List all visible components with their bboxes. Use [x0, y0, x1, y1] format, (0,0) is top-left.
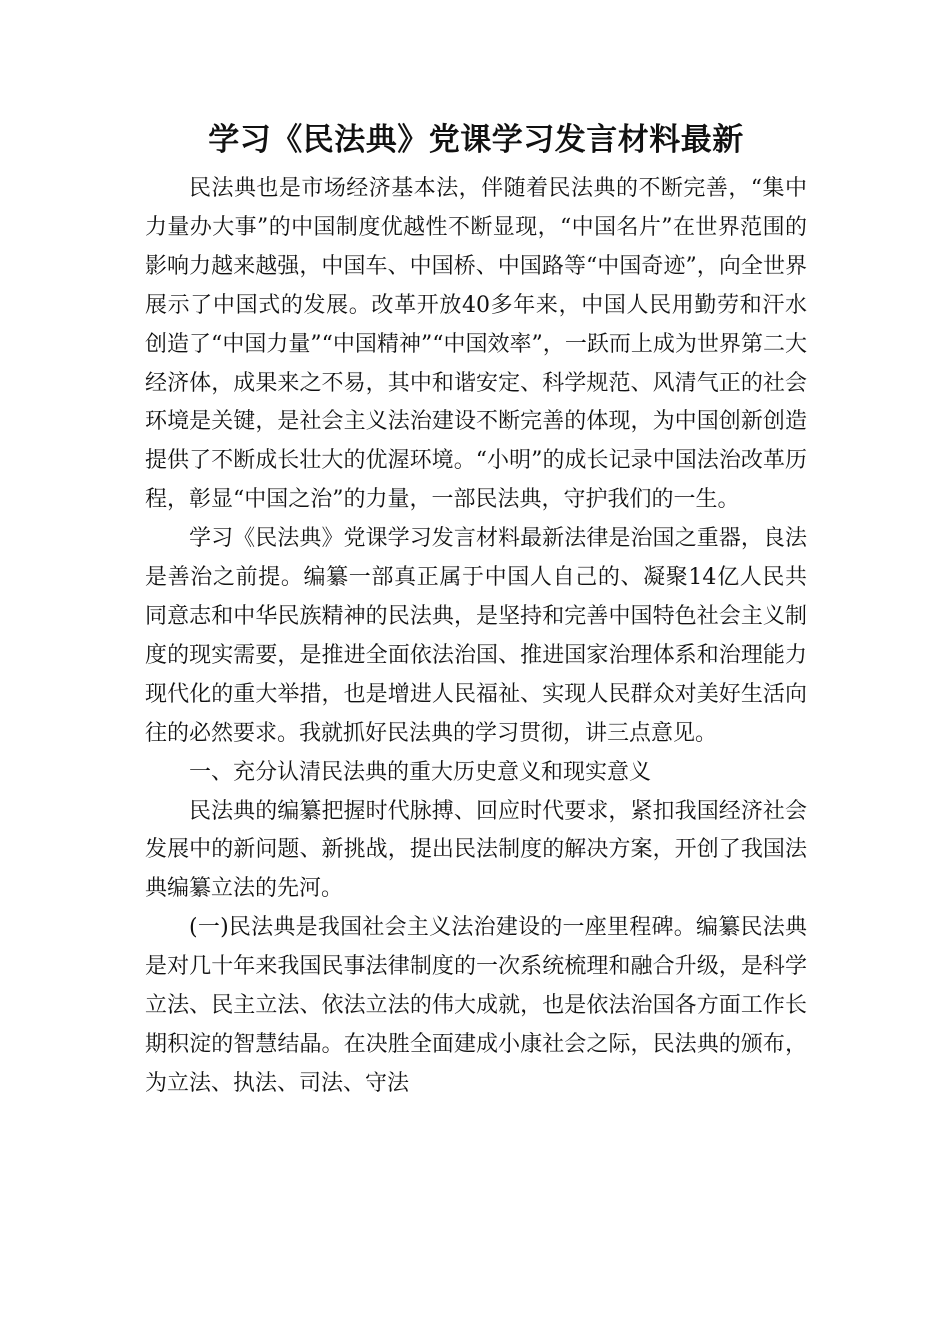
document-page: [145, 116, 807, 1316]
document-title: 学习《民法典》党课学习发言材料最新: [208, 122, 744, 158]
section-heading-one: 一、充分认清民法典的重大历史意义和现实意义: [189, 759, 652, 785]
paragraph-law-governance: 学习《民法典》党课学习发言材料最新法律是治国之重器，良法是善治之前提。编纂一部真正属于中国人自己的、凝聚14亿人民共同意志和中华民族精神的民法典，是坚持和完善中国特色社会主义制度的现实需要，是推进全面依法治国、推进国家治理体系和治理能力现代化的重大举措，也是增进人民福祉、实现人民群众对美好生活向往的必然要求。我就抓好民法典的学习贯彻，讲三点意见。: [145, 526, 807, 746]
paragraph-milestone: (一)民法典是我国社会主义法治建设的一座里程碑。编纂民法典是对几十年来我国民事法律制度的一次系统梳理和融合升级，是科学立法、民主立法、依法立法的伟大成就，也是依法治国各方面工作长期积淀的智慧结晶。在决胜全面建成小康社会之际，民法典的颁布，为立法、执法、司法、守法: [145, 915, 807, 1096]
paragraph-civil-code-market-economy: 民法典也是市场经济基本法，伴随着民法典的不断完善，“集中力量办大事”的中国制度优越性不断显现，“中国名片”在世界范围的影响力越来越强，中国车、中国桥、中国路等“中国奇迹”，向全世界展示了中国式的发展。改革开放40多年来，中国人民用勤劳和汗水创造了“中国力量”“中国精神”“中国效率”，一跃而上成为世界第二大经济体，成果来之不易，其中和谐安定、科学规范、风清气正的社会环境是关键，是社会主义法治建设不断完善的体现，为中国创新创造提供了不断成长壮大的优渥环境。“小明”的成长记录中国法治改革历程，彰显“中国之治”的力量，一部民法典，守护我们的一生。: [145, 176, 807, 513]
paragraph-codification-era: 民法典的编纂把握时代脉搏、回应时代要求，紧扣我国经济社会发展中的新问题、新挑战，提出民法制度的解决方案，开创了我国法典编纂立法的先河。: [145, 798, 807, 902]
